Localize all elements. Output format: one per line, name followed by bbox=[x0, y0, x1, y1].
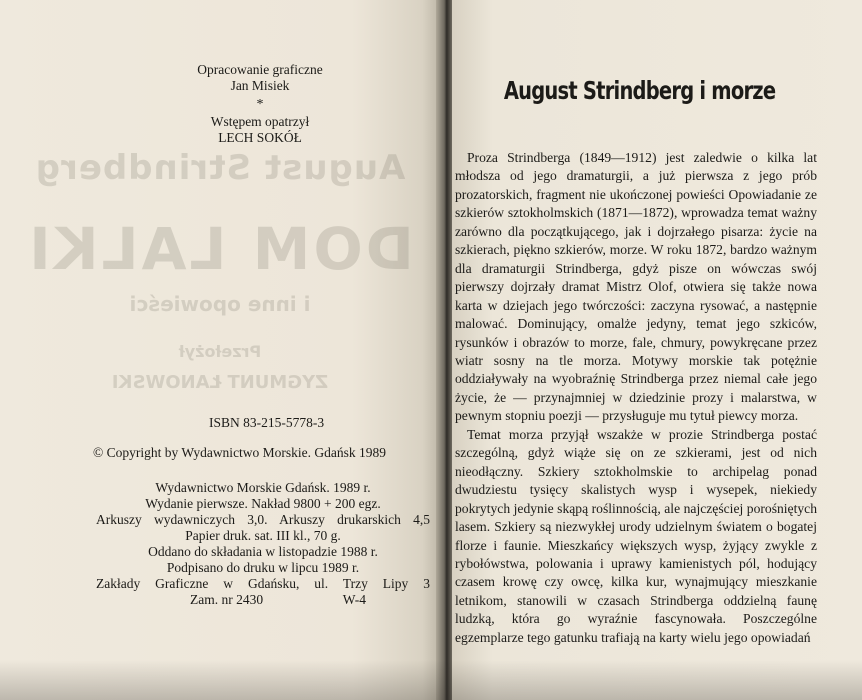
chapter-title: August Strindberg i morze bbox=[503, 76, 776, 105]
show-through-author: August Strindberg bbox=[34, 148, 406, 188]
design-label: Opracowanie graficzne bbox=[197, 62, 323, 77]
paragraph: Temat morza przyjął wszakże w prozie Strindberga postać szczególną, gdyż wiąże się on ze szkierami, jest od nich nieodłączny. Szkiery sztokholmskie to archipelag ponad dwudziestu tysięcy skalistych wysp i wysepek, niekiedy pokrytych jedynie skąpą roślinnością, ale najczęściej porośniętych lasem. Szkiery są niezwykłej urody udzielnym światem o bogatej florze i faunie. Mieszkańcy większych wysp, żyjący zwykle z rybołówstwa, polowania i uprawy kamienistych pól, hodujący czasem krowę czy owcę, kilka kur, wynajmujący mieszkanie letnikom, stanowili w czasach Strindberga oddzielną faunę ludzką, która go wyraźnie fascynowała. Poszczególne egzemplarze tego gatunku trafiają na karty wielu jego opowiadań bbox=[455, 426, 817, 645]
show-through-translator: ZYGMUNT ŁANOWSKI bbox=[111, 372, 329, 393]
page-bottom-shadow bbox=[0, 660, 862, 700]
show-through-book-title: DOM LALKI bbox=[26, 215, 414, 283]
order-line bbox=[96, 592, 430, 608]
imprint-line: Zakłady Graficzne w Gdańsku, ul. Trzy Lipy 3 bbox=[96, 576, 430, 591]
copyright-notice: © Copyright by Wydawnictwo Morskie. Gdańsk 1989 bbox=[93, 445, 387, 460]
order-code: W-4 bbox=[342, 592, 366, 607]
imprint-line: Papier druk. sat. III kl., 70 g. bbox=[185, 528, 341, 543]
isbn: ISBN 83-215-5778-3 bbox=[209, 415, 325, 430]
imprint-line: Podpisano do druku w lipcu 1989 r. bbox=[166, 560, 360, 575]
chapter-body bbox=[455, 149, 817, 647]
show-through-subtitle: i inne opowieści bbox=[129, 292, 311, 316]
order-number: Zam. nr 2430 bbox=[190, 592, 264, 607]
imprint-block bbox=[96, 480, 430, 608]
imprint-line: Wydanie pierwsze. Nakład 9800 + 200 egz. bbox=[145, 496, 381, 511]
show-through-translator-label: Przełożył bbox=[178, 342, 262, 361]
intro-author: LECH SOKÓŁ bbox=[218, 130, 302, 145]
imprint-line: Wydawnictwo Morskie Gdańsk. 1989 r. bbox=[155, 480, 371, 495]
designer-name: Jan Misiek bbox=[230, 78, 290, 93]
intro-label: Wstępem opatrzył bbox=[210, 114, 310, 129]
imprint-line: Arkuszy wydawniczych 3,0. Arkuszy drukarskich 4,5 bbox=[96, 512, 430, 527]
imprint-line: Oddano do składania w listopadzie 1988 r. bbox=[148, 544, 378, 559]
credits-separator: * bbox=[256, 97, 264, 112]
paragraph: Proza Strindberga (1849—1912) jest zaledwie o kilka lat młodsza od jego dramaturgii, a już pierwsza z jego prób prozatorskich, fragment nie ukończonej powieści Opowiadanie ze szkierów sztokholmskich (1871—1872), wprowadza temat ważny zarówno dla początkującego, jak i dojrzałego pisarza: życie na szkierach, piękno szkierów, morze. W roku 1872, bardzo ważnym dla dramaturgii Strindberga, gdyż pisze on wówczas swój pierwszy dojrzały dramat Mistrz Olof, otwiera się także nowa karta w dziejach jego twórczości: zaczyna rysować, a następnie malować. Dominujący, omalże jedyny, temat jego szkiców, rysunków i obrazów to morze, fale, chmury, powykręcane przez wiatr sosny na tle morza. Motywy morskie tak potężnie oddziaływały na wyobraźnię Strindberga przez niemal całe jego życie, że — przynajmniej w dziedzinie prozy i malarstwa, w pewnym stopniu poezji — przysługuje mu tytuł piewcy morza. bbox=[455, 150, 817, 424]
